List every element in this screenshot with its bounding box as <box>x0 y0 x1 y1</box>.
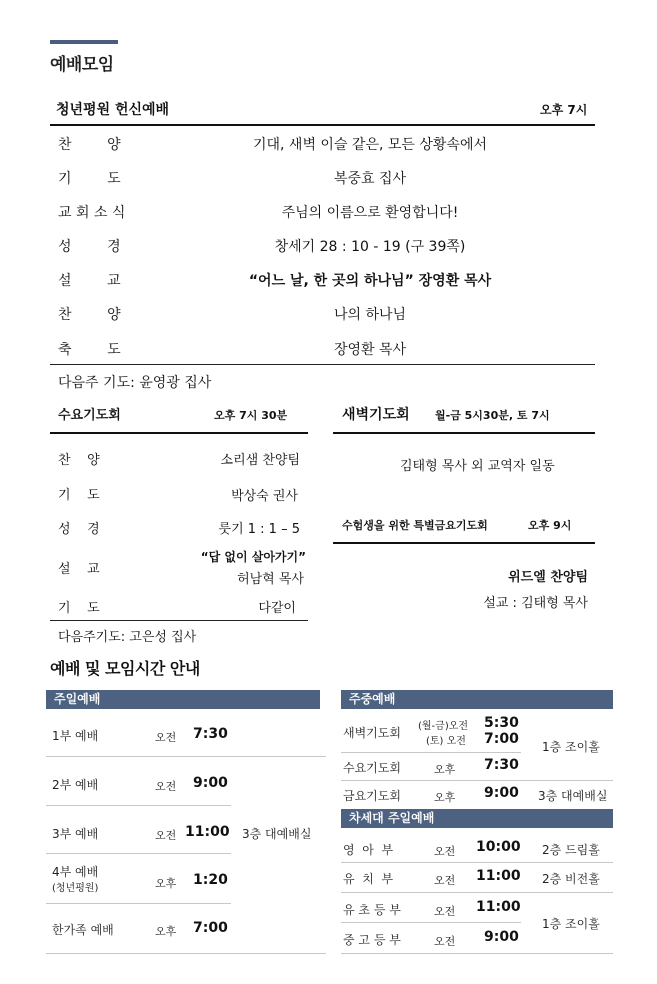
service-name: 한가족 예배 <box>52 923 114 937</box>
exam-prayer-time: 오후 9시 <box>528 519 572 532</box>
row-divider <box>341 892 613 893</box>
service-name: 3부 예배 <box>52 827 99 841</box>
wednesday-top-rule <box>50 432 308 434</box>
youth-top-rule <box>50 124 595 126</box>
order-label: 교 회 소 식 <box>58 205 126 221</box>
order-label: 기 도 <box>58 488 100 503</box>
dept-shared-place: 1층 조이홀 <box>542 917 600 931</box>
service-ampm: 오후 <box>155 877 177 890</box>
dept-ampm: 오전 <box>434 845 456 858</box>
service-name: 금요기도회 <box>343 789 401 803</box>
weekday-dawn-place: 1층 조이홀 <box>542 740 600 754</box>
service-time: 11:00 <box>185 824 230 840</box>
row-divider <box>341 953 613 954</box>
service-time: 7:30 <box>193 726 228 742</box>
dept-place: 2층 드림홀 <box>542 843 600 857</box>
wednesday-title: 수요기도회 <box>58 408 121 423</box>
wednesday-time: 오후 7시 30분 <box>214 409 288 422</box>
order-value: 기대, 새벽 이슬 같은, 모든 상황속에서 <box>252 137 487 153</box>
youth-bottom-rule <box>50 364 595 365</box>
dept-ampm: 오전 <box>434 935 456 948</box>
service-time: 9:00 <box>484 785 519 801</box>
dawn-top-rule <box>333 432 595 434</box>
order-label: 설 교 <box>58 273 121 289</box>
order-value: 주님의 이름으로 환영합니다! <box>281 205 459 221</box>
section-title: 예배모임 <box>50 55 114 75</box>
sunday-header: 주일예배 <box>46 690 320 709</box>
sermon-title: “답 없이 살아가기” <box>200 550 306 564</box>
order-label: 성 경 <box>58 522 100 537</box>
scripture-reference: 룻기 1 : 1 – 5 <box>218 522 300 537</box>
order-label: 설 교 <box>58 562 100 577</box>
order-label: 성 경 <box>58 239 121 255</box>
sunday-place: 3층 대예배실 <box>242 827 312 841</box>
youth-service-title: 청년평원 헌신예배 <box>56 102 170 118</box>
dawn-time: 월-금 5시30분, 토 7시 <box>435 409 550 422</box>
dept-name: 유 초 등 부 <box>343 903 401 917</box>
service-time: 9:00 <box>193 775 228 791</box>
order-value: 복중효 집사 <box>333 171 407 187</box>
service-ampm: 오후 <box>434 791 456 804</box>
dept-name: 유 치 부 <box>343 872 394 886</box>
scripture-reference: 창세기 28 : 10 - 19 (구 39쪽) <box>274 239 466 255</box>
row-divider <box>46 805 231 806</box>
service-name: 새벽기도회 <box>343 726 401 740</box>
row-divider <box>341 922 521 923</box>
dept-ampm: 오전 <box>434 874 456 887</box>
dept-time: 11:00 <box>476 868 521 884</box>
next-gen-header: 차세대 주일예배 <box>341 809 613 828</box>
service-name: 수요기도회 <box>343 761 401 775</box>
service-ampm: 오전 <box>155 731 177 744</box>
order-label: 축 도 <box>58 342 121 358</box>
row-divider <box>341 780 613 781</box>
service-time: 5:30 <box>484 715 519 731</box>
dept-time: 9:00 <box>484 929 519 945</box>
row-divider <box>46 853 231 854</box>
service-time: 7:00 <box>484 731 519 747</box>
service-ampm: (토) 오전 <box>426 736 466 747</box>
row-divider <box>46 953 326 954</box>
service-name-sub: (청년평원) <box>52 883 99 894</box>
service-time: 7:30 <box>484 757 519 773</box>
order-label: 찬 양 <box>58 137 121 153</box>
exam-praise-team: 위드엘 찬양팀 <box>508 570 588 585</box>
exam-top-rule <box>333 542 595 544</box>
order-label: 찬 양 <box>58 453 100 468</box>
wednesday-bottom-rule <box>50 620 308 621</box>
order-label: 기 도 <box>58 171 121 187</box>
service-time: 1:20 <box>193 872 228 888</box>
order-value: 다같이 <box>258 601 296 616</box>
order-value: 박상숙 권사 <box>231 489 298 504</box>
dept-ampm: 오전 <box>434 905 456 918</box>
dept-name: 중 고 등 부 <box>343 933 401 947</box>
order-label: 찬 양 <box>58 307 121 323</box>
row-divider <box>341 752 521 753</box>
dept-time: 11:00 <box>476 899 521 915</box>
order-value: 소리샘 찬양팀 <box>220 453 300 468</box>
sermon-title: “어느 날, 한 곳의 하나님” 장영환 목사 <box>248 273 492 289</box>
wednesday-next-prayer: 다음주기도: 고은성 집사 <box>58 630 197 645</box>
youth-next-prayer: 다음주 기도: 윤영광 집사 <box>58 375 212 391</box>
guide-title: 예배 및 모임시간 안내 <box>50 659 200 678</box>
order-value: 나의 하나님 <box>333 307 407 323</box>
service-ampm: 오전 <box>155 780 177 793</box>
order-value: 장영환 목사 <box>333 342 407 358</box>
exam-sermon: 설교 : 김태형 목사 <box>483 596 588 611</box>
service-ampm: 오전 <box>155 829 177 842</box>
dept-place: 2층 비전홀 <box>542 872 600 886</box>
service-ampm: 오후 <box>434 763 456 776</box>
service-ampm: (월-금)오전 <box>418 721 469 732</box>
service-ampm: 오후 <box>155 925 177 938</box>
dept-time: 10:00 <box>476 839 521 855</box>
youth-service-time: 오후 7시 <box>540 103 588 117</box>
order-label: 기 도 <box>58 601 100 616</box>
exam-prayer-title: 수험생을 위한 특별금요기도회 <box>342 519 488 532</box>
service-name: 2부 예배 <box>52 778 99 792</box>
row-divider <box>341 862 613 863</box>
dawn-leader: 김태형 목사 외 교역자 일동 <box>400 459 555 474</box>
service-name: 1부 예배 <box>52 729 99 743</box>
row-divider <box>46 903 231 904</box>
preacher: 허남혁 목사 <box>237 572 304 587</box>
service-time: 7:00 <box>193 920 228 936</box>
section-accent-bar <box>50 40 118 44</box>
weekday-header: 주중예배 <box>341 690 613 709</box>
weekday-fri-place: 3층 대예배실 <box>538 789 608 803</box>
row-divider <box>46 756 326 757</box>
service-name: 4부 예배 <box>52 865 99 879</box>
dawn-title: 새벽기도회 <box>342 407 410 423</box>
dept-name: 영 아 부 <box>343 843 394 857</box>
